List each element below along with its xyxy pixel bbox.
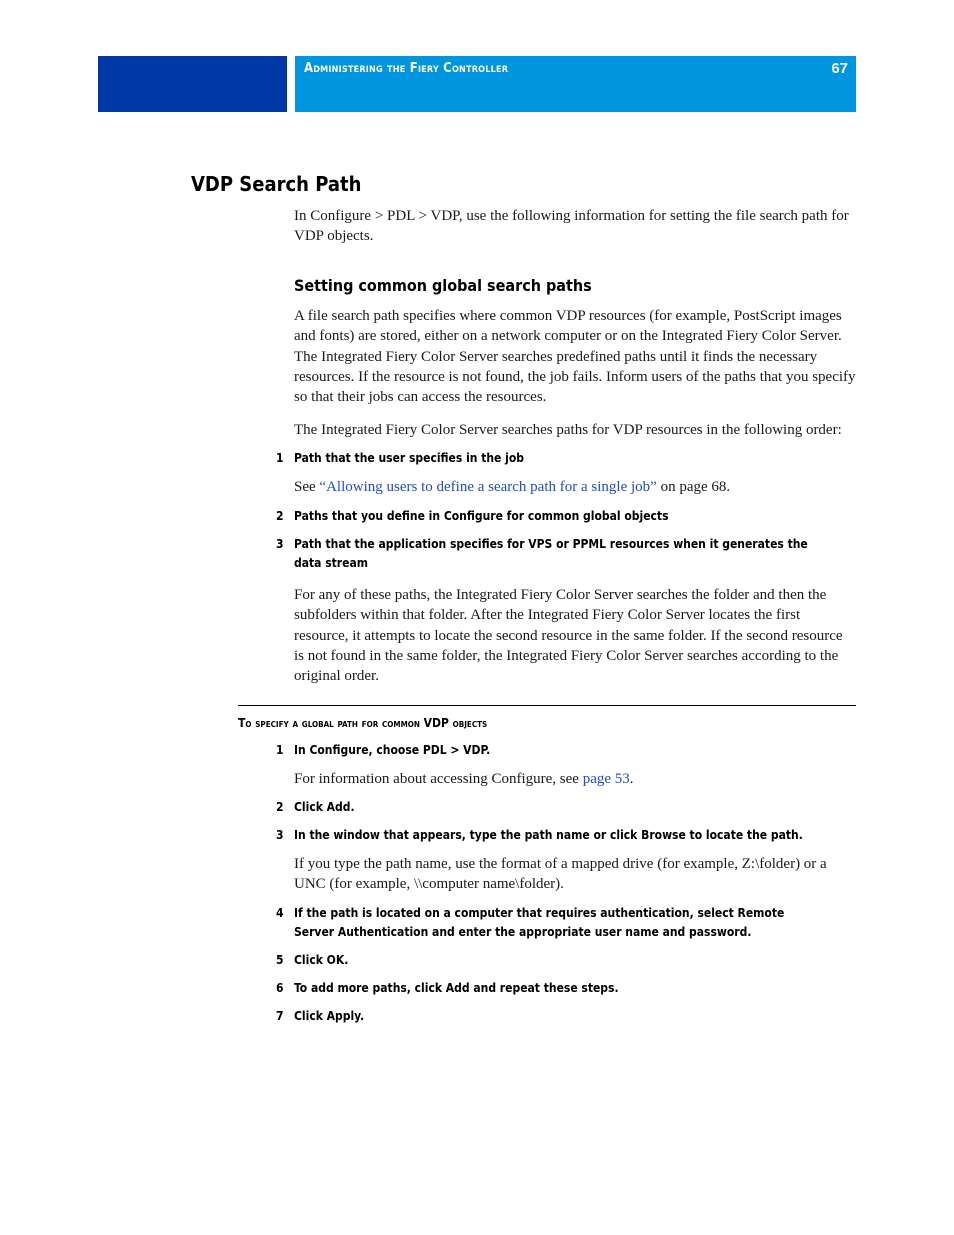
see-prefix: See — [294, 479, 320, 495]
step-text: To add more paths, click Add and repeat these steps. — [294, 981, 619, 995]
step-text: Click Apply. — [294, 1009, 365, 1023]
header-left-block — [98, 56, 287, 112]
link-page-53[interactable]: page 53 — [582, 771, 630, 787]
see-suffix: on page 68. — [656, 479, 731, 495]
section-title: VDP Search Path — [191, 172, 362, 196]
path-format-note: If you type the path name, use the format of a mapped drive (for example, Z:\folder) or a UNC (for example, \\computer name\folder). — [294, 856, 827, 893]
step-text: Click OK. — [294, 953, 349, 967]
configure-info — [294, 769, 856, 789]
step-number: 3 — [276, 828, 284, 842]
procedure-title: To specify a global path for common VDP objects — [238, 716, 488, 730]
step-number: 2 — [276, 800, 284, 814]
subsection-title: Setting common global search paths — [294, 276, 592, 295]
step-number: 5 — [276, 953, 284, 967]
order-item-number: 2 — [276, 509, 284, 523]
see-reference — [294, 477, 856, 497]
step-number: 4 — [276, 906, 284, 920]
order-item-number: 3 — [276, 537, 284, 551]
step-text: Click Add. — [294, 800, 355, 814]
paragraph-folder-search: For any of these paths, the Integrated Fiery Color Server searches the folder and then the subfolders within that folder. After the Integrated Fiery Color Server locates the first resource, it attempts to locate the second resource in the same folder. If the second resource is not found in the same folder, the Integrated Fiery Color Server searches according to the original order. — [294, 587, 843, 685]
order-item-number: 1 — [276, 451, 284, 465]
info-suffix: . — [629, 771, 634, 787]
order-item-text: Paths that you define in Configure for common global objects — [294, 509, 669, 523]
running-header-title: Administering the Fiery Controller — [304, 61, 509, 76]
paragraph-search-order: The Integrated Fiery Color Server searches paths for VDP resources in the following order: — [294, 422, 842, 438]
section-intro: In Configure > PDL > VDP, use the following information for setting the file search path for VDP objects. — [294, 208, 849, 245]
paragraph-search-path: A file search path specifies where common VDP resources (for example, PostScript images and fonts) are stored, either on a network computer or on the Integrated Fiery Color Server. The Integrated Fiery Color Server searches predefined paths until it finds the necessary resources. If the resource is not found, the job fails. Inform users of the paths that you specify so that their jobs can access the resources. — [294, 308, 856, 406]
page-number: 67 — [831, 60, 848, 77]
order-item-text: Path that the user specifies in the job — [294, 451, 524, 465]
info-prefix: For information about accessing Configure, see — [294, 771, 583, 787]
step-text: In Configure, choose PDL > VDP. — [294, 743, 491, 757]
step-number: 6 — [276, 981, 284, 995]
step-number: 7 — [276, 1009, 284, 1023]
procedure-divider — [238, 705, 856, 706]
order-item-text: Path that the application specifies for VPS or PPML resources when it generates the data stream — [294, 537, 808, 570]
link-allowing-users-search-path[interactable]: “Allowing users to define a search path for a single job” — [319, 479, 657, 495]
step-text: In the window that appears, type the path name or click Browse to locate the path. — [294, 828, 803, 842]
step-number: 1 — [276, 743, 284, 757]
step-text: If the path is located on a computer that requires authentication, select Remote Server Authentication and enter the appropriate user name and password. — [294, 906, 785, 939]
